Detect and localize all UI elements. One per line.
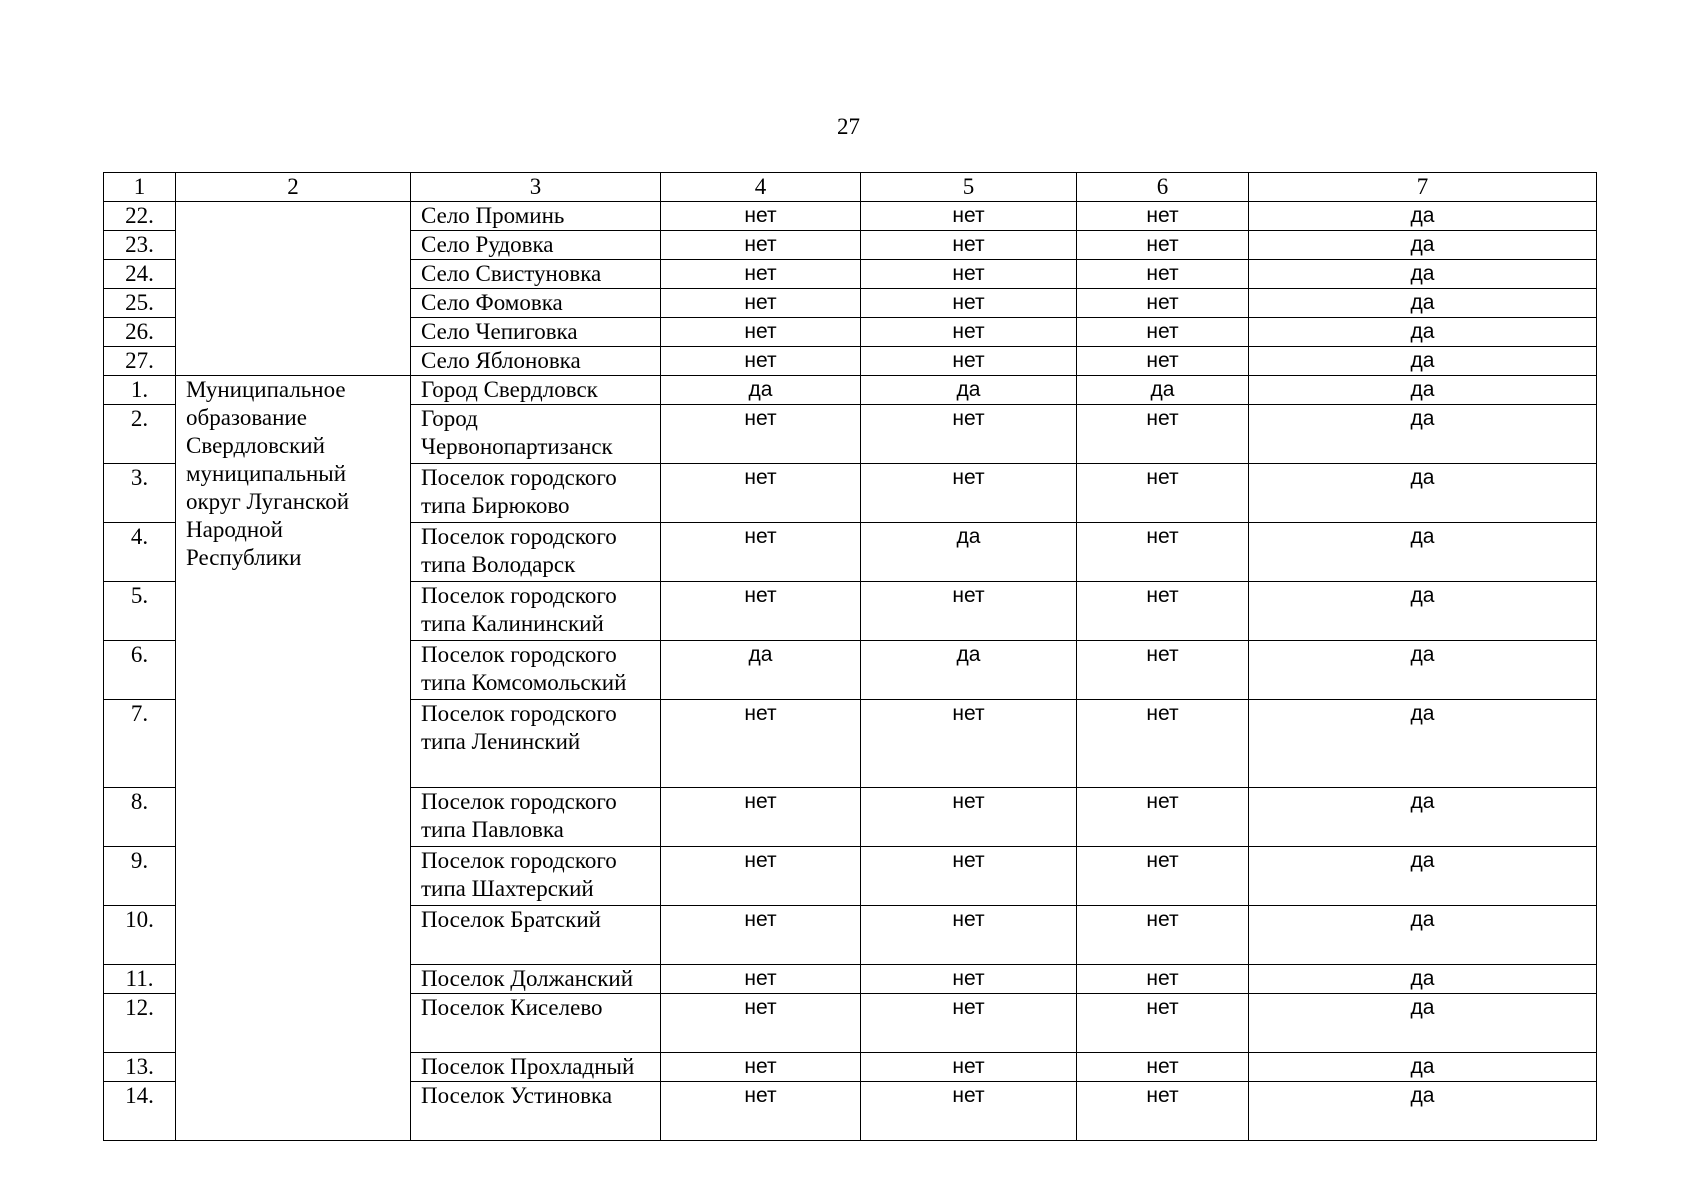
value-cell-c5: да (861, 641, 1077, 700)
value-cell-c5: нет (861, 289, 1077, 318)
header-cell: 1 (104, 173, 176, 202)
value-cell-c5: нет (861, 906, 1077, 965)
header-cell: 6 (1077, 173, 1249, 202)
value-cell-c5: нет (861, 847, 1077, 906)
value-cell-c6: нет (1077, 700, 1249, 788)
settlements-table (103, 172, 1597, 1141)
settlement-name: Поселок городского типа Комсомольский (411, 641, 661, 700)
row-number: 3. (104, 464, 176, 523)
value-cell-c5: нет (861, 788, 1077, 847)
value-cell-c5: нет (861, 405, 1077, 464)
settlement-name: Поселок городского типа Бирюково (411, 464, 661, 523)
value-cell-c4: нет (661, 700, 861, 788)
value-cell-c5: нет (861, 1053, 1077, 1082)
value-cell-c5: нет (861, 347, 1077, 376)
row-number: 6. (104, 641, 176, 700)
value-cell-c4: нет (661, 231, 861, 260)
value-cell-c6: нет (1077, 1053, 1249, 1082)
settlement-name: Поселок Устиновка (411, 1082, 661, 1141)
value-cell-c7: да (1249, 700, 1597, 788)
table-row (104, 202, 1597, 231)
value-cell-c4: нет (661, 906, 861, 965)
value-cell-c7: да (1249, 231, 1597, 260)
value-cell-c6: нет (1077, 231, 1249, 260)
row-number: 9. (104, 847, 176, 906)
value-cell-c7: да (1249, 289, 1597, 318)
municipality-cell (176, 202, 411, 376)
row-number: 10. (104, 906, 176, 965)
value-cell-c7: да (1249, 523, 1597, 582)
row-number: 14. (104, 1082, 176, 1141)
value-cell-c4: нет (661, 523, 861, 582)
settlement-name: Поселок Братский (411, 906, 661, 965)
value-cell-c7: да (1249, 347, 1597, 376)
value-cell-c6: нет (1077, 641, 1249, 700)
settlement-name: Поселок городского типа Ленинский (411, 700, 661, 788)
value-cell-c5: нет (861, 700, 1077, 788)
settlement-name: Поселок Должанский (411, 965, 661, 994)
value-cell-c4: нет (661, 289, 861, 318)
value-cell-c7: да (1249, 906, 1597, 965)
value-cell-c7: да (1249, 405, 1597, 464)
row-number: 1. (104, 376, 176, 405)
value-cell-c4: нет (661, 965, 861, 994)
value-cell-c4: нет (661, 260, 861, 289)
row-number: 22. (104, 202, 176, 231)
value-cell-c7: да (1249, 788, 1597, 847)
value-cell-c6: нет (1077, 405, 1249, 464)
value-cell-c6: нет (1077, 523, 1249, 582)
value-cell-c4: нет (661, 847, 861, 906)
value-cell-c5: нет (861, 994, 1077, 1053)
header-cell: 4 (661, 173, 861, 202)
value-cell-c4: нет (661, 405, 861, 464)
value-cell-c7: да (1249, 965, 1597, 994)
row-number: 5. (104, 582, 176, 641)
municipality-cell: Муниципальное образование Свердловский муниципальный округ Луганской Народной Республики (176, 376, 411, 1141)
value-cell-c6: да (1077, 376, 1249, 405)
settlement-name: Поселок Киселево (411, 994, 661, 1053)
value-cell-c5: нет (861, 965, 1077, 994)
value-cell-c4: да (661, 376, 861, 405)
value-cell-c7: да (1249, 260, 1597, 289)
value-cell-c5: нет (861, 582, 1077, 641)
value-cell-c5: нет (861, 318, 1077, 347)
header-row (104, 173, 1597, 202)
value-cell-c6: нет (1077, 582, 1249, 641)
value-cell-c4: нет (661, 788, 861, 847)
settlement-name: Город Свердловск (411, 376, 661, 405)
settlement-name: Поселок городского типа Володарск (411, 523, 661, 582)
value-cell-c4: нет (661, 994, 861, 1053)
value-cell-c5: нет (861, 260, 1077, 289)
value-cell-c7: да (1249, 582, 1597, 641)
value-cell-c6: нет (1077, 847, 1249, 906)
settlement-name: Город Червонопартизанск (411, 405, 661, 464)
settlement-name: Село Проминь (411, 202, 661, 231)
value-cell-c7: да (1249, 994, 1597, 1053)
value-cell-c5: нет (861, 231, 1077, 260)
settlement-name: Поселок Прохладный (411, 1053, 661, 1082)
page-number: 27 (837, 114, 860, 139)
settlement-name: Село Рудовка (411, 231, 661, 260)
value-cell-c6: нет (1077, 202, 1249, 231)
row-number: 13. (104, 1053, 176, 1082)
row-number: 23. (104, 231, 176, 260)
settlement-name: Поселок городского типа Калининский (411, 582, 661, 641)
settlement-name: Село Чепиговка (411, 318, 661, 347)
settlement-name: Село Фомовка (411, 289, 661, 318)
row-number: 27. (104, 347, 176, 376)
row-number: 4. (104, 523, 176, 582)
value-cell-c6: нет (1077, 788, 1249, 847)
row-number: 8. (104, 788, 176, 847)
settlement-name: Поселок городского типа Павловка (411, 788, 661, 847)
row-number: 7. (104, 700, 176, 788)
settlement-name: Село Яблоновка (411, 347, 661, 376)
value-cell-c6: нет (1077, 1082, 1249, 1141)
value-cell-c4: нет (661, 318, 861, 347)
value-cell-c6: нет (1077, 965, 1249, 994)
value-cell-c7: да (1249, 847, 1597, 906)
value-cell-c7: да (1249, 376, 1597, 405)
value-cell-c7: да (1249, 1082, 1597, 1141)
header-cell: 2 (176, 173, 411, 202)
value-cell-c6: нет (1077, 347, 1249, 376)
value-cell-c5: нет (861, 464, 1077, 523)
value-cell-c4: нет (661, 1053, 861, 1082)
value-cell-c6: нет (1077, 318, 1249, 347)
value-cell-c4: нет (661, 1082, 861, 1141)
value-cell-c6: нет (1077, 289, 1249, 318)
row-number: 24. (104, 260, 176, 289)
value-cell-c4: нет (661, 582, 861, 641)
value-cell-c7: да (1249, 318, 1597, 347)
value-cell-c7: да (1249, 641, 1597, 700)
header-cell: 5 (861, 173, 1077, 202)
settlement-name: Село Свистуновка (411, 260, 661, 289)
header-cell: 7 (1249, 173, 1597, 202)
table-body (104, 202, 1597, 1141)
value-cell-c6: нет (1077, 994, 1249, 1053)
value-cell-c4: нет (661, 347, 861, 376)
row-number: 26. (104, 318, 176, 347)
value-cell-c7: да (1249, 464, 1597, 523)
table-header (104, 173, 1597, 202)
value-cell-c7: да (1249, 1053, 1597, 1082)
value-cell-c4: нет (661, 464, 861, 523)
value-cell-c5: да (861, 376, 1077, 405)
row-number: 25. (104, 289, 176, 318)
value-cell-c6: нет (1077, 906, 1249, 965)
value-cell-c6: нет (1077, 260, 1249, 289)
value-cell-c5: нет (861, 1082, 1077, 1141)
table-row (104, 376, 1597, 405)
value-cell-c6: нет (1077, 464, 1249, 523)
row-number: 2. (104, 405, 176, 464)
header-cell: 3 (411, 173, 661, 202)
value-cell-c7: да (1249, 202, 1597, 231)
row-number: 11. (104, 965, 176, 994)
value-cell-c5: да (861, 523, 1077, 582)
settlement-name: Поселок городского типа Шахтерский (411, 847, 661, 906)
value-cell-c4: да (661, 641, 861, 700)
value-cell-c4: нет (661, 202, 861, 231)
row-number: 12. (104, 994, 176, 1053)
value-cell-c5: нет (861, 202, 1077, 231)
